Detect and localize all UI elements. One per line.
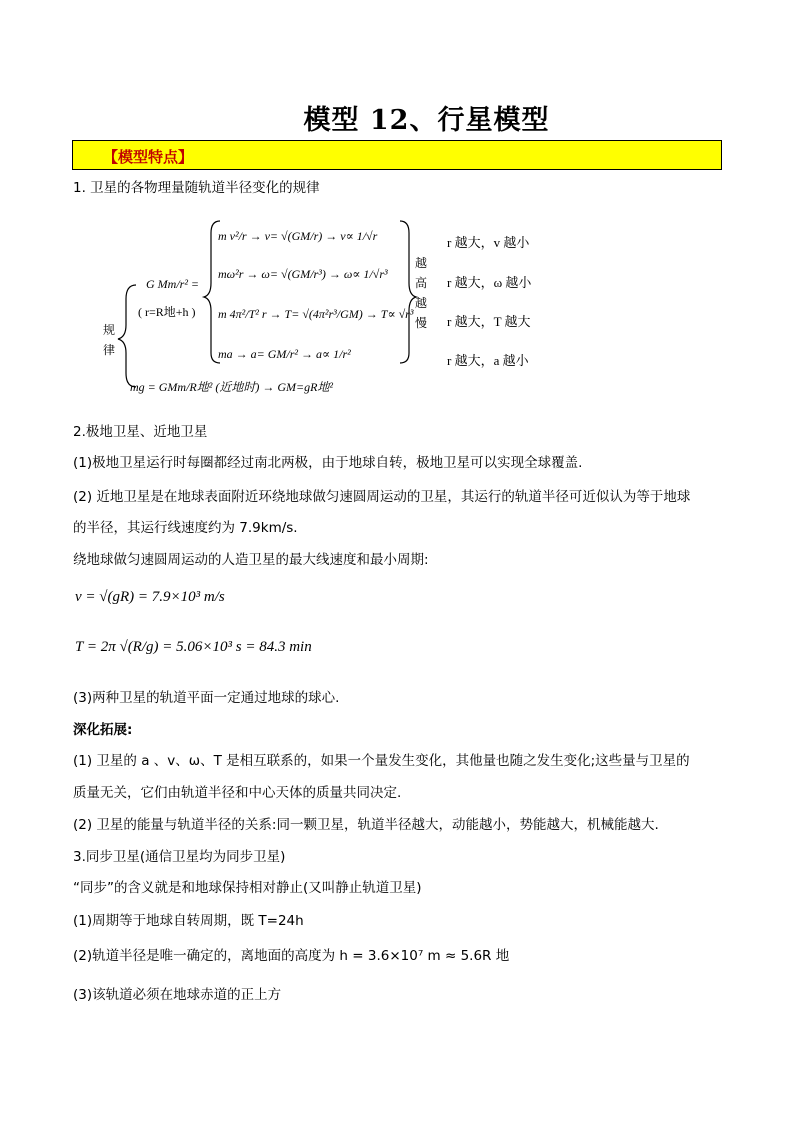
formula-row-omega: mω²r → ω= √(GM/r³) → ω∝ 1/√r³ bbox=[218, 267, 388, 281]
item2-paragraph-1: (1)极地卫星运行时每圈都经过南北两极，由于地球自转，极地卫星可以实现全球覆盖. bbox=[73, 455, 583, 471]
item2-paragraph-2b: 的半径，其运行线速度约为 7.9km/s. bbox=[73, 520, 298, 536]
rule-v: r 越大，v 越小 bbox=[447, 235, 530, 250]
side-vertical-4: 慢 bbox=[414, 316, 427, 330]
bottom-formula: mg = GMm/R地² (近地时) → GM=gR地² bbox=[130, 380, 334, 394]
deep-paragraph-2: (2) 卫星的能量与轨道半径的关系:同一颗卫星，轨道半径越大，动能越小，势能越大，机械能越大. bbox=[73, 817, 659, 833]
side-vertical-3: 越 bbox=[414, 296, 427, 310]
formula-min-period: T = 2π √(R/g) = 5.06×10³ s = 84.3 min bbox=[75, 639, 312, 655]
side-label-2: 律 bbox=[102, 343, 115, 357]
formula-row-a: ma → a= GM/r² → a∝ 1/r² bbox=[218, 347, 351, 361]
deep-paragraph-1a: (1) 卫星的 a 、v、ω、T 是相互联系的，如果一个量发生变化，其他量也随之发生变化;这些量与卫星的 bbox=[73, 753, 690, 769]
formula-max-velocity: v = √(gR) = 7.9×10³ m/s bbox=[75, 589, 225, 605]
rule-omega: r 越大，ω 越小 bbox=[447, 275, 532, 290]
formula-row-v: m v²/r → v= √(GM/r) → v∝ 1/√r bbox=[218, 229, 378, 243]
item2-paragraph-2a: (2) 近地卫星是在地球表面附近环绕地球做匀速圆周运动的卫星，其运行的轨道半径可近似认为等于地球 bbox=[73, 489, 691, 505]
item3-heading: 3.同步卫星(通信卫星均为同步卫星) bbox=[73, 849, 286, 865]
side-vertical-2: 高 bbox=[414, 276, 427, 290]
side-vertical-1: 越 bbox=[414, 256, 427, 270]
radius-note: ( r=R地+h ) bbox=[138, 305, 196, 319]
item2-heading: 2.极地卫星、近地卫星 bbox=[73, 424, 208, 440]
side-label-1: 规 bbox=[102, 323, 115, 337]
formula-row-t: m 4π²/T² r → T= √(4π²r³/GM) → T∝ √r³ bbox=[218, 307, 414, 321]
deep-paragraph-1b: 质量无关，它们由轨道半径和中心天体的质量共同决定. bbox=[73, 785, 402, 801]
item1-heading: 1. 卫星的各物理量随轨道半径变化的规律 bbox=[73, 180, 320, 196]
center-formula: G Mm/r² = bbox=[146, 277, 200, 291]
item3-paragraph-2: (1)周期等于地球自转周期，既 T=24h bbox=[73, 913, 304, 929]
item2-paragraph-3: 绕地球做匀速圆周运动的人造卫星的最大线速度和最小周期: bbox=[73, 552, 429, 568]
deep-heading: 深化拓展: bbox=[73, 722, 133, 738]
rule-a: r 越大，a 越小 bbox=[447, 353, 529, 368]
rule-t: r 越大，T 越大 bbox=[447, 314, 531, 329]
item3-paragraph-3: (2)轨道半径是唯一确定的，离地面的高度为 h = 3.6×10⁷ m ≈ 5.6R 地 bbox=[73, 948, 510, 964]
section-header-label: 【模型特点】 bbox=[103, 148, 194, 166]
item2-paragraph-4: (3)两种卫星的轨道平面一定通过地球的球心. bbox=[73, 690, 340, 706]
item3-paragraph-4: (3)该轨道必须在地球赤道的正上方 bbox=[73, 987, 282, 1003]
item3-paragraph-1: “同步”的含义就是和地球保持相对静止(又叫静止轨道卫星) bbox=[73, 880, 422, 896]
section-header-bar bbox=[72, 140, 722, 170]
page-title: 模型 12、行星模型 bbox=[303, 105, 550, 136]
